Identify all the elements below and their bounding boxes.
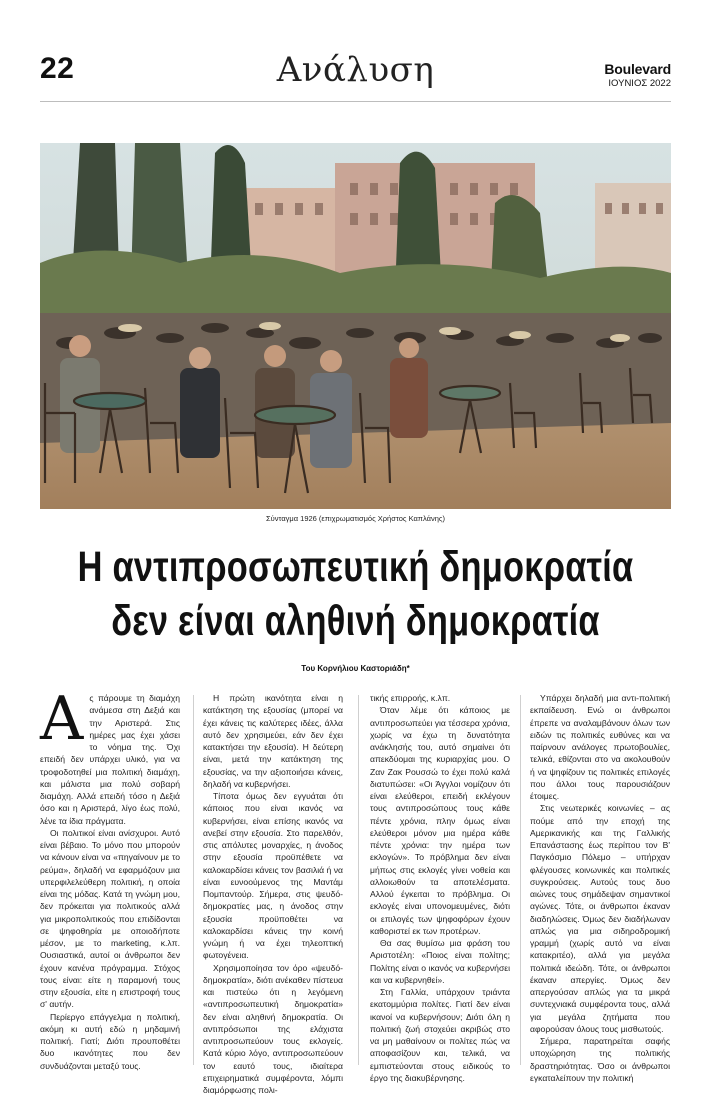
paragraph: Σήμερα, παρατηρείται σαφής υποχώρηση της πολιτικής δραστηριότητας. Όσο οι άνθρωποι εγκαταλείπουν την πολιτική	[530, 1035, 670, 1084]
paragraph: τικής επιρροής, κ.λπ.	[370, 692, 510, 704]
article-column-3	[370, 692, 510, 1084]
brand-name: Boulevard	[604, 62, 671, 76]
paragraph: Υπάρχει δηλαδή μια αντι-πολιτική εκπαίδευση. Ενώ οι άνθρωποι έπρεπε να αναλαμβάνουν όλων των ειδών τις πολιτικές ευθύνες και να παίρνουν ανάλογες πρωτοβουλίες, τελικά, εθίζονται στο να ακολουθούν ή να ψηφίζουν τις πολιτικές επιλογές που άλλοι τους παρουσιάζουν έτοιμες.	[530, 692, 670, 802]
paragraph: Οι πολιτικοί είναι ανίσχυροι. Αυτό είναι βέβαιο. Το μόνο που μπορούν να κάνουν είναι να «πηγαίνουν με το ρεύμα», δηλαδή να εφαρμόζουν μια υπερφιλελεύθερη πολιτική, η οποία είναι της μόδας. Κατά τη γνώμη μου, δεν πρόκειται για πολιτικούς αλλά για μικροπολιτικούς που επιδίδονται σε ψηφοθηρία με οποιοδήποτε μέσον, με το marketing, κ.λπ. Ουσιαστικά, αυτοί οι άνθρωποι δεν έχουν κανένα πρόγραμμα. Στόχος τους είναι: είτε η παραμονή τους στην εξουσία, είτε η επιστροφή τους σ' αυτήν.	[40, 827, 180, 1011]
paragraph: ς πάρουμε τη διαμάχη ανάμεσα στη Δεξιά και την Αριστερά. Στις ημέρες μας έχει χάσει το νόημα της. Όχι επειδή δεν υπάρχει υλικό, για να τροφοδοτηθεί μια πολιτική διαμάχη, και μάλιστα μια πολύ σοβαρή διαμάχη. Αλλά επειδή τόσο η Δεξιά όσο και η Αριστερά, λίγο έως πολύ, λένε τα ίδια πράγματα.	[40, 692, 180, 827]
column-divider	[358, 695, 359, 1065]
paragraph: Χρησιμοποίησα τον όρο «ψευδό-δημοκρατία», διότι ανέκαθεν πίστευα και πιστεύω ότι η λεγόμενη «αντιπροσωπευτική δημοκρατία» δεν είναι αληθινή δημοκρατία. Οι αντιπρόσωποι της ελάχιστα αντιπροσωπεύουν τους εκλογείς. Κατά κύριο λόγο, αντιπροσωπεύουν τον εαυτό τους, ιδιαίτερα επιχειρηματικά συμφέροντα, λόμπι διαμόρφωσης πολι-	[203, 962, 343, 1096]
article-column-4	[530, 692, 670, 1084]
article-byline: Του Κορνήλιου Καστοριάδη*	[0, 664, 711, 673]
paragraph: Τίποτα όμως δεν εγγυάται ότι κάποιος που είναι ικανός να κυβερνήσει, είναι επίσης ικανός να ανεβεί στην εξουσία. Στο παρελθόν, στις απόλυτες μοναρχίες, η άνοδος στην εξουσία προϋπέθετε να καλοκαρδίσει κάνεις τον βασιλιά ή να είναι ευνοούμενος της Μαντάμ Πομπαντούρ. Σήμερα, στις ψευδό-δημοκρατίες μας, η άνοδος στην εξουσία προϋποθέτει να καλοκαρδίσει κάνεις την κοινή γνώμη ή να έχει τηλεοπτική φωτογένεια.	[203, 790, 343, 962]
paragraph: Θα σας θυμίσω μια φράση του Αριστοτέλη: «Ποιος είναι πολίτης; Πολίτης είναι ο ικανός να κυβερνήσει και να κυβερνηθεί».	[370, 937, 510, 986]
page-number: 22	[40, 52, 74, 86]
paragraph: Περίεργο επάγγελμα η πολιτική, ακόμη κι αυτή εδώ η μηδαμινή πολιτική. Γιατί; Διότι προυποθέτει δυο ικανότητες που δεν συνδυάζονται μεταξύ τους.	[40, 1011, 180, 1072]
article-headline	[0, 540, 711, 648]
issue-date: ΙΟΥΝΙΟΣ 2022	[604, 78, 671, 89]
headline-line-2: δεν είναι αληθινή δημοκρατία	[71, 594, 640, 648]
article-photo	[40, 143, 671, 509]
column-divider	[193, 695, 194, 1065]
headline-line-1: Η αντιπροσωπευτική δημοκρατία	[71, 540, 640, 594]
section-title: Ανάλυση	[0, 50, 711, 90]
article-column-2	[203, 692, 343, 1096]
paragraph: Η πρώτη ικανότητα είναι η κατάκτηση της εξουσίας (μπορεί να έχει κάνεις τις καλύτερες ιδέες, άλλα αυτό δεν χρησιμεύει, εάν δεν έχει κατακτήσει την εξουσία). Η δεύτερη είναι, μετά την κατάκτηση της εξουσίας, να την αξιοποιήσει κάνεις, δηλαδή να κυβερνήσει.	[203, 692, 343, 790]
drop-cap: Α	[40, 694, 83, 744]
page-header	[0, 0, 711, 100]
photo-caption: Σύνταγμα 1926 (επιχρωματισμός Χρήστος Καπλάνης)	[0, 514, 711, 523]
column-divider	[520, 695, 521, 1065]
paragraph: Στις νεωτερικές κοινωνίες – ας πούμε από την εποχή της Αμερικανικής και της Γαλλικής Επανάστασης έως περίπου τον Β' Παγκόσμιο Πόλεμο – υπήρχαν φλέγουσες κοινωνικές και πολιτικές συγκρούσεις. Αυτούς τους δυο αιώνες τους σημάδεψαν σημαντικοί αγώνες. Τότε, οι άνθρωποι έκαναν διαδηλώσεις. Όμως δεν διαδήλωναν απλώς για μια σιδηροδρομική γραμμή (χωρίς αυτό να είναι κατακριτέο), αλλά για μεγάλα πολιτικά ιδεώδη. Τότε, οι άνθρωποι έκαναν απεργίες. Όμως δεν απεργούσαν απλώς για τα μικρά συντεχνιακά συμφέροντα τους, αλλά για μεγάλα ζητήματα που αφορούσαν όλους τους μισθωτούς.	[530, 802, 670, 1035]
paragraph: Στη Γαλλία, υπάρχουν τριάντα εκατομμύρια πολίτες. Γιατί δεν είναι ικανοί να κυβερνήσουν; Διότι όλη η πολιτική ζωή στοχεύει ακριβώς στο να μη μαθαίνουν οι πολίτες πώς να αποφασίζουν και, τελικά, να εμπιστεύονται στους ειδικούς το έργο της διακυβέρνησης.	[370, 986, 510, 1084]
magazine-masthead	[604, 62, 671, 89]
article-column-1	[40, 692, 180, 1072]
paragraph: Όταν λέμε ότι κάποιος με αντιπροσωπεύει για τέσσερα χρόνια, χωρίς να έχω τη δυνατότητα ανάκλησής του, αυτό σημαίνει ότι απεκδύομαι της κυριαρχίας μου. Ο Ζαν Ζακ Ρουσσώ το έχει πολύ καλά διατυπώσει: «Οι Άγγλοι νομίζουν ότι είναι ελεύθεροι, επειδή εκλέγουν τους αντιπροσώπους τους κάθε πέντε χρόνια, πλην όμως είναι ελεύθεροι μόνον μια ημέρα κάθε πέντε χρόνια: την ημέρα των εκλογών». Το πρόβλημα δεν είναι μήπως στις εκλογές γίνει νοθεία και αλλοιωθούν τα αποτελέσματα. Αλλού έγκειται το πρόβλημα. Οι εκλογές είναι υπονομευμένες, διότι οι επιλογές των ψηφοφόρων έχουν καθοριστεί εκ των προτέρων.	[370, 704, 510, 937]
header-divider	[40, 101, 671, 102]
